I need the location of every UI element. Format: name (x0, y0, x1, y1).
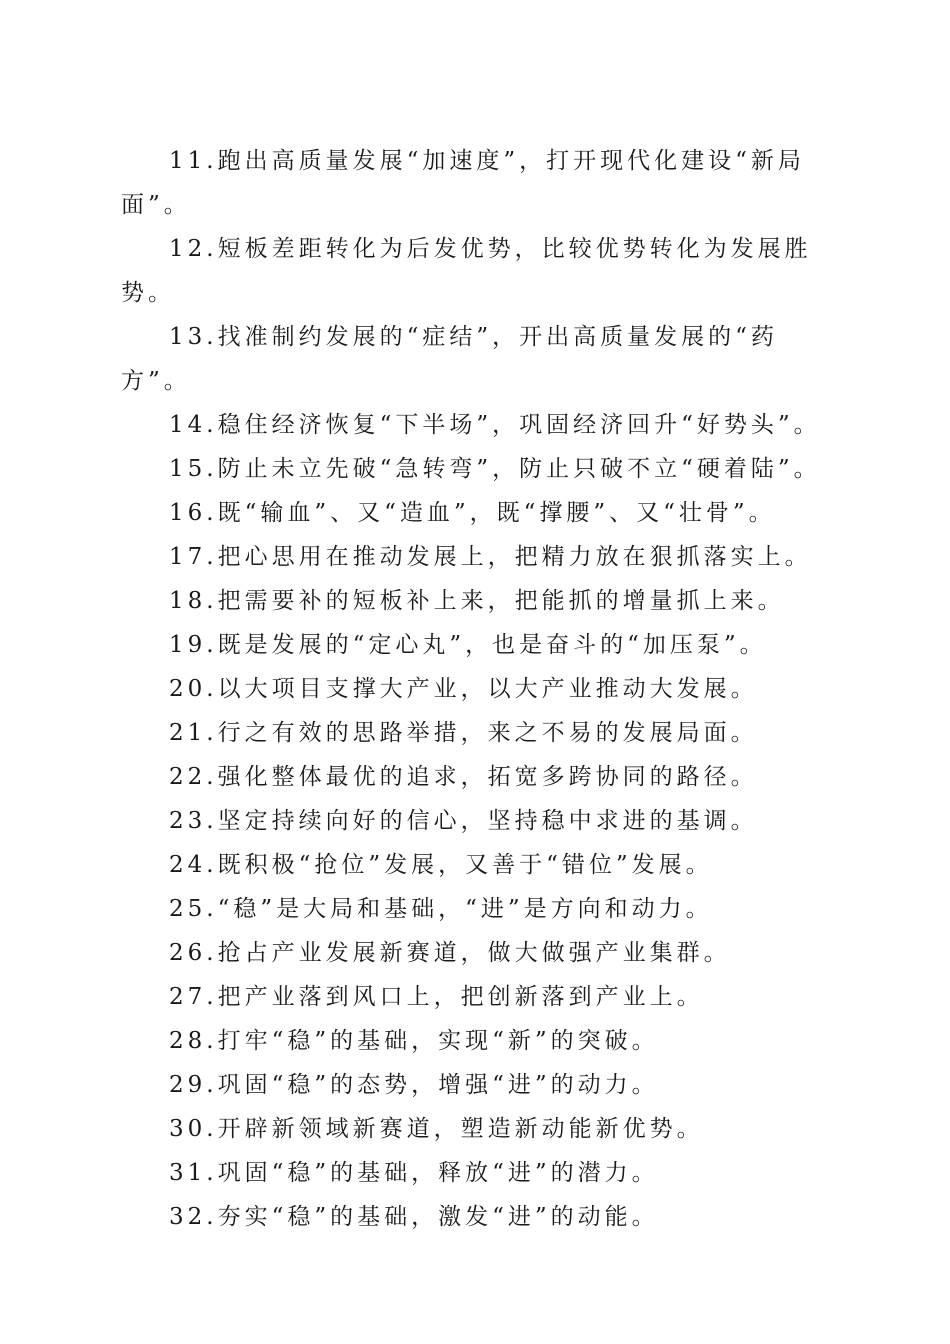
list-item-27: 27.把产业落到风口上，把创新落到产业上。 (169, 984, 704, 1010)
list-item-32: 32.夯实“稳”的基础，激发“进”的动能。 (169, 1204, 659, 1230)
list-item-30: 30.开辟新领域新赛道，塑造新动能新优势。 (169, 1116, 704, 1142)
list-item-24: 24.既积极“抢位”发展，又善于“错位”发展。 (169, 852, 713, 878)
list-item-18: 18.把需要补的短板补上来，把能抓的增量抓上来。 (169, 588, 785, 614)
list-item-25: 25.“稳”是大局和基础，“进”是方向和动力。 (169, 896, 713, 922)
list-item-28: 28.打牢“稳”的基础，实现“新”的突破。 (169, 1028, 659, 1054)
list-item-19: 19.既是发展的“定心丸”，也是奋斗的“加压泵”。 (169, 632, 767, 658)
list-item-22: 22.强化整体最优的追求，拓宽多跨协同的路径。 (169, 764, 758, 790)
list-item-13: 13.找准制约发展的“症结”，开出高质量发展的“药方”。 (121, 324, 778, 394)
list-item-29: 29.巩固“稳”的态势，增强“进”的动力。 (169, 1072, 659, 1098)
list-item-23: 23.坚定持续向好的信心，坚持稳中求进的基调。 (169, 808, 758, 834)
list-item-15: 15.防止未立先破“急转弯”，防止只破不立“硬着陆”。 (169, 456, 821, 482)
list-item-16: 16.既“输血”、又“造血”，既“撑腰”、又“壮骨”。 (169, 500, 776, 526)
list-item-17: 17.把心思用在推动发展上，把精力放在狠抓落实上。 (169, 544, 812, 570)
list-item-14: 14.稳住经济恢复“下半场”，巩固经济回升“好势头”。 (169, 412, 821, 438)
list-item-12: 12.短板差距转化为后发优势，比较优势转化为发展胜势。 (121, 236, 812, 306)
list-item-11: 11.跑出高质量发展“加速度”，打开现代化建设“新局面”。 (121, 148, 805, 218)
list-item-20: 20.以大项目支撑大产业，以大产业推动大发展。 (169, 676, 758, 702)
list-item-21: 21.行之有效的思路举措，来之不易的发展局面。 (169, 720, 758, 746)
list-item-26: 26.抢占产业发展新赛道，做大做强产业集群。 (169, 940, 731, 966)
document-body (121, 139, 831, 1239)
list-item-31: 31.巩固“稳”的基础，释放“进”的潜力。 (169, 1160, 659, 1186)
